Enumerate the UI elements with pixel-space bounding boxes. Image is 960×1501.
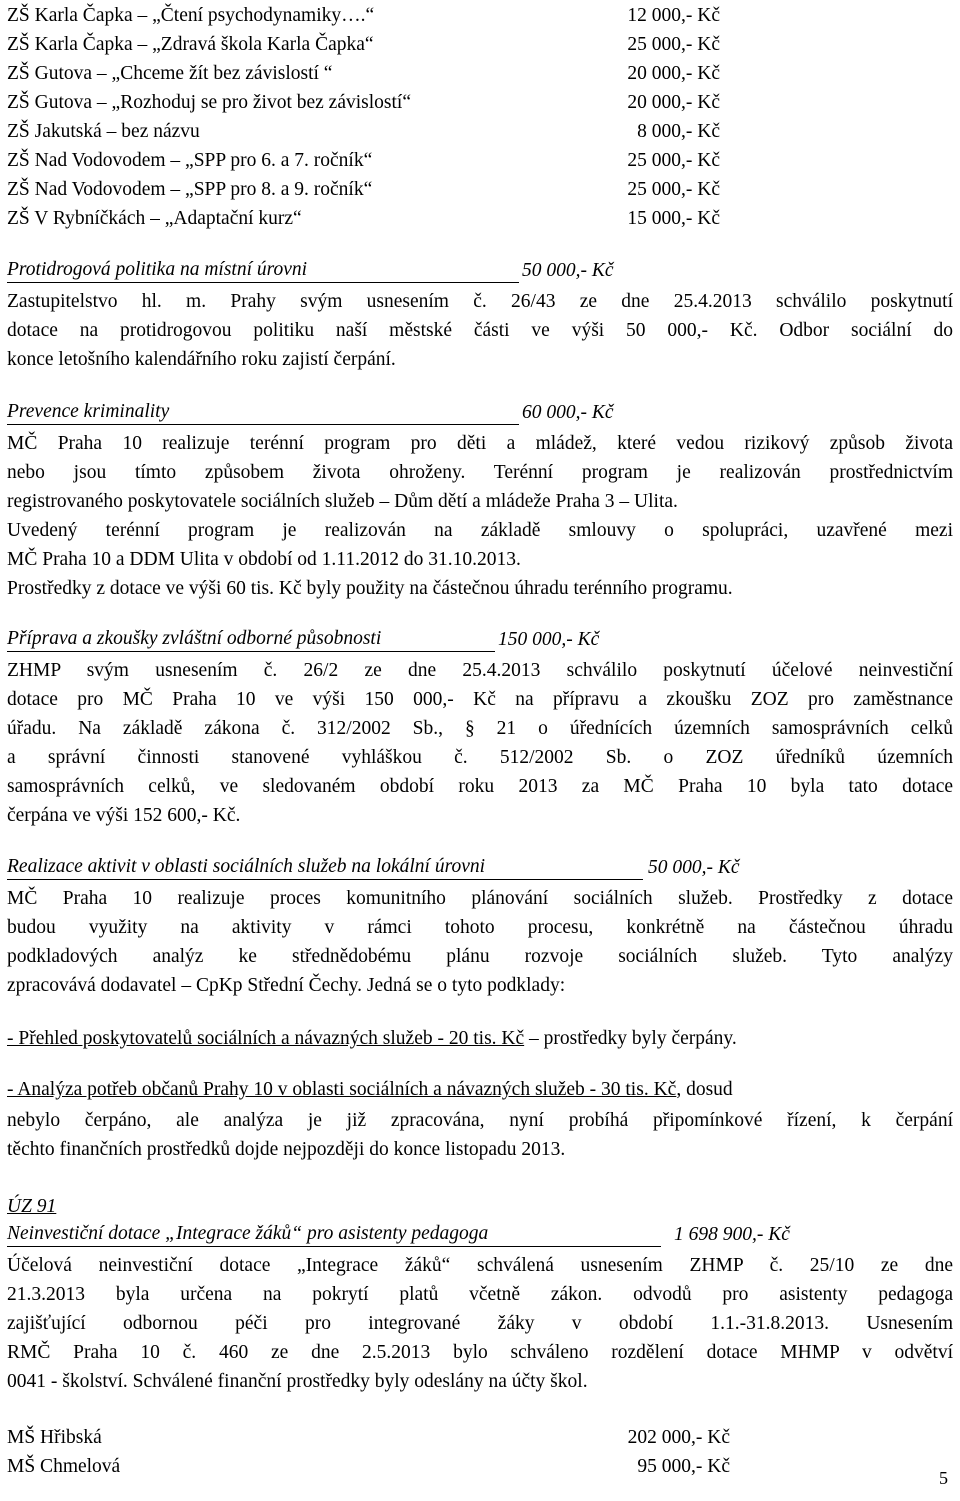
paragraph-line: podkladových analýz ke střednědobému plánu rozvoje sociálních služeb. Tyto analýzy bbox=[7, 946, 953, 967]
paragraph-line: zajišťující odbornou péči pro integrované žáky v období 1.1.-31.8.2013. Usnesením bbox=[7, 1313, 953, 1334]
paragraph-line: dotace na protidrogovou politiku naší městské části ve výši 50 000,- Kč. Odbor sociální do bbox=[7, 320, 953, 341]
list-item bbox=[7, 1026, 737, 1052]
kindergarten-amount: 202 000,- Kč bbox=[627, 1427, 730, 1448]
school-name: ZŠ Jakutská – bez názvu bbox=[7, 121, 200, 142]
paragraph-line: budou využity na aktivity v rámci tohoto procesu, konkrétně na částečnou úhradu bbox=[7, 917, 953, 938]
school-amount: 25 000,- Kč bbox=[627, 34, 720, 55]
list-item-underlined: - Přehled poskytovatelů sociálních a návazných služeb - 20 tis. Kč bbox=[7, 1028, 525, 1049]
paragraph-line: a správní činnosti stanovené vyhláškou č. 512/2002 Sb. o ZOZ úředníků územních bbox=[7, 747, 953, 768]
school-amount: 25 000,- Kč bbox=[627, 150, 720, 171]
paragraph-line: 0041 - školství. Schválené finanční prostředky byly odeslány na účty škol. bbox=[7, 1371, 588, 1392]
section-heading: Prevence kriminality bbox=[7, 400, 519, 425]
school-amount: 8 000,- Kč bbox=[637, 121, 720, 142]
paragraph-line: 21.3.2013 byla určena na pokrytí platů včetně zákon. odvodů pro asistenty pedagoga bbox=[7, 1284, 953, 1305]
school-amount: 20 000,- Kč bbox=[627, 63, 720, 84]
school-name: ZŠ V Rybníčkách – „Adaptační kurz“ bbox=[7, 208, 302, 229]
kindergarten-amount: 95 000,- Kč bbox=[637, 1456, 730, 1477]
section-heading: Příprava a zkoušky zvláštní odborné působnosti bbox=[7, 627, 495, 652]
paragraph-line: Prostředky z dotace ve výši 60 tis. Kč byly použity na částečnou úhradu terénního programu. bbox=[7, 578, 733, 599]
school-name: ZŠ Karla Čapka – „Čtení psychodynamiky….“ bbox=[7, 5, 375, 26]
school-name: ZŠ Karla Čapka – „Zdravá škola Karla Čapka“ bbox=[7, 34, 374, 55]
paragraph-line: čerpána ve výši 152 600,- Kč. bbox=[7, 805, 241, 826]
section-heading: Protidrogová politika na místní úrovni bbox=[7, 258, 519, 283]
list-item-rest: , dosud bbox=[676, 1079, 733, 1100]
school-name: ZŠ Nad Vodovodem – „SPP pro 6. a 7. ročník“ bbox=[7, 150, 373, 171]
paragraph-line: MČ Praha 10 a DDM Ulita v období od 1.11.2012 do 31.10.2013. bbox=[7, 549, 521, 570]
section-heading: Neinvestiční dotace „Integrace žáků“ pro asistenty pedagoga bbox=[7, 1222, 661, 1247]
kindergarten-name: MŠ Hřibská bbox=[7, 1427, 102, 1448]
school-name: ZŠ Gutova – „Rozhoduj se pro život bez závislostí“ bbox=[7, 92, 411, 113]
list-item-underlined: - Analýza potřeb občanů Prahy 10 v oblasti sociálních a návazných služeb - 30 tis. Kč bbox=[7, 1079, 677, 1100]
section-amount: 150 000,- Kč bbox=[498, 629, 600, 650]
paragraph-line: nebo jsou tímto způsobem života ohroženy. Terénní program je realizován prostřednictvím bbox=[7, 462, 953, 483]
paragraph-line: Uvedený terénní program je realizován na základě smlouvy o spolupráci, uzavřené mezi bbox=[7, 520, 953, 541]
kindergarten-name: MŠ Chmelová bbox=[7, 1456, 121, 1477]
section-heading: Realizace aktivit v oblasti sociálních služeb na lokální úrovni bbox=[7, 855, 643, 880]
paragraph-line: registrovaného poskytovatele sociálních služeb – Dům dětí a mládeže Praha 3 – Ulita. bbox=[7, 491, 678, 512]
school-amount: 15 000,- Kč bbox=[627, 208, 720, 229]
school-amount: 20 000,- Kč bbox=[627, 92, 720, 113]
school-amount: 25 000,- Kč bbox=[627, 179, 720, 200]
section-code: ÚZ 91 bbox=[7, 1196, 57, 1217]
page-number: 5 bbox=[939, 1468, 948, 1488]
list-item-rest: – prostředky byly čerpány. bbox=[524, 1028, 737, 1049]
section-amount: 50 000,- Kč bbox=[522, 260, 614, 281]
paragraph-line: ZHMP svým usnesením č. 26/2 ze dne 25.4.2013 schválilo poskytnutí účelové neinvestiční bbox=[7, 660, 953, 681]
paragraph-line: těchto finančních prostředků dojde nejpozději do konce listopadu 2013. bbox=[7, 1139, 566, 1160]
paragraph-line: zpracovává dodavatel – CpKp Střední Čechy. Jedná se o tyto podklady: bbox=[7, 975, 566, 996]
school-name: ZŠ Nad Vodovodem – „SPP pro 8. a 9. ročník“ bbox=[7, 179, 373, 200]
paragraph-line: MČ Praha 10 realizuje terénní program pro děti a mládež, které vedou rizikový způsob života bbox=[7, 433, 953, 454]
paragraph-line: úřadu. Na základě zákona č. 312/2002 Sb., § 21 o úřednících územních samosprávních celků bbox=[7, 718, 953, 739]
section-amount: 50 000,- Kč bbox=[648, 857, 740, 878]
paragraph-line: MČ Praha 10 realizuje proces komunitního plánování sociálních služeb. Prostředky z dotace bbox=[7, 888, 953, 909]
paragraph-line: nebylo čerpáno, ale analýza je již zpracována, nyní probíhá připomínkové řízení, k čerpání bbox=[7, 1110, 953, 1131]
paragraph-line: konce letošního kalendářního roku zajistí čerpání. bbox=[7, 349, 396, 370]
paragraph-line: RMČ Praha 10 č. 460 ze dne 2.5.2013 bylo schváleno rozdělení dotace MHMP v odvětví bbox=[7, 1342, 953, 1363]
paragraph-line: Zastupitelstvo hl. m. Prahy svým usnesením č. 26/43 ze dne 25.4.2013 schválilo poskytnutí bbox=[7, 291, 953, 312]
school-amount: 12 000,- Kč bbox=[627, 5, 720, 26]
paragraph-line: dotace pro MČ Praha 10 ve výši 150 000,- Kč na přípravu a zkoušku ZOZ pro zaměstnance bbox=[7, 689, 953, 710]
section-amount: 1 698 900,- Kč bbox=[674, 1224, 790, 1245]
paragraph-line: samosprávních celků, ve sledovaném období roku 2013 za MČ Praha 10 byla tato dotace bbox=[7, 776, 953, 797]
list-item bbox=[7, 1077, 733, 1103]
section-amount: 60 000,- Kč bbox=[522, 402, 614, 423]
school-name: ZŠ Gutova – „Chceme žít bez závislostí “ bbox=[7, 63, 333, 84]
paragraph-line: Účelová neinvestiční dotace „Integrace žáků“ schválená usnesením ZHMP č. 25/10 ze dne bbox=[7, 1255, 953, 1276]
